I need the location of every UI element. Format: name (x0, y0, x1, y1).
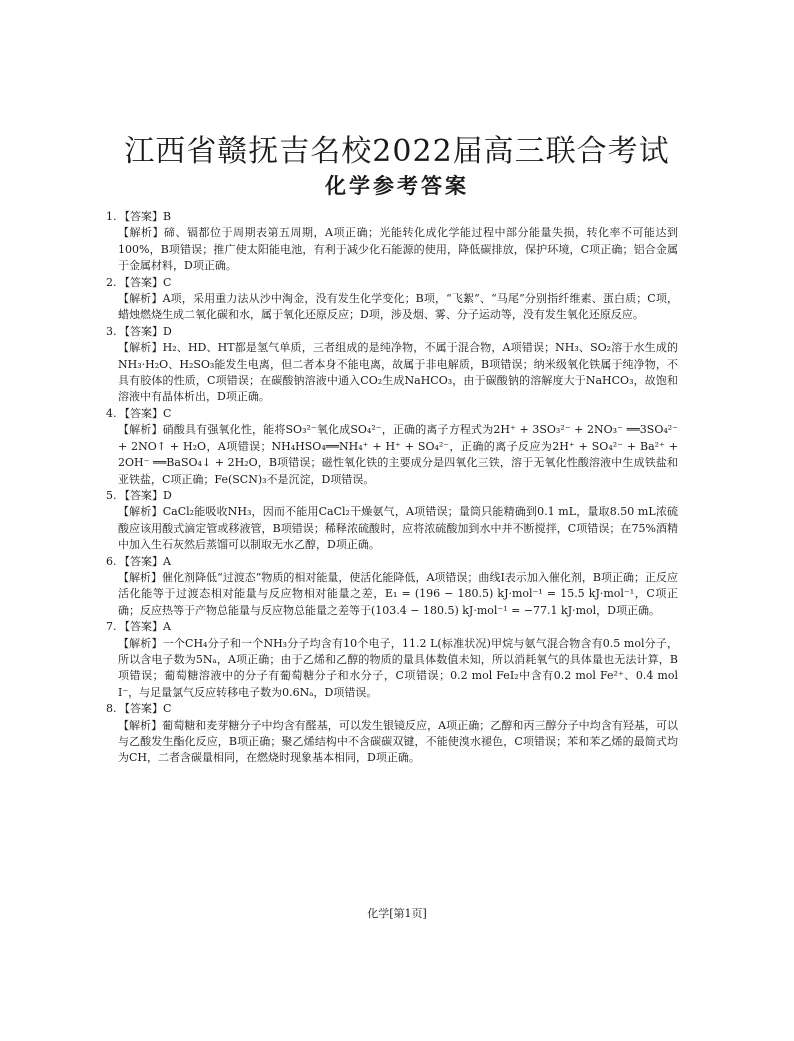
question-7 (106, 619, 678, 701)
explanation: 【解析】碲、镉都位于周期表第五周期，A项正确；光能转化成化学能过程中部分能量失损，转化率不可能达到100%，B项错误；推广使太阳能电池，有利于减少化石能源的使用，降低碳排放，保护环境，C项正确；铝合金属于金属材料，D项正确。 (118, 226, 678, 273)
question-3 (106, 324, 678, 406)
question-number: 2. (106, 275, 117, 289)
question-number: 1. (106, 210, 117, 223)
answer-list (106, 209, 678, 767)
document-title: 江西省赣抚吉名校2022届高三联合考试 (124, 134, 670, 169)
answer-label: 【答案】D (119, 324, 172, 338)
question-number: 5. (106, 488, 117, 502)
question-2 (106, 275, 678, 324)
answer-label: 【答案】C (119, 702, 172, 716)
page-footer: 化学[第1页] (367, 907, 427, 920)
question-1 (106, 209, 678, 275)
answer-label: 【答案】C (119, 406, 172, 420)
answer-label: 【答案】C (119, 275, 172, 289)
answer-label: 【答案】A (119, 554, 171, 568)
question-6 (106, 554, 678, 620)
question-5 (106, 488, 678, 554)
answer-label: 【答案】D (119, 488, 172, 502)
explanation: 【解析】CaCl₂能吸收NH₃，因而不能用CaCl₂干燥氨气，A项错误；量筒只能精确到0.1 mL，量取8.50 mL浓硫酸应该用酸式滴定管或移液管，B项错误；稀释浓硫酸时，应将浓硫酸加到水中并不断搅拌，C项错误；在75%酒精中加入生石灰然后蒸馏可以制取无水乙醇，D项正确。 (118, 505, 678, 552)
question-number: 3. (106, 324, 117, 338)
question-8 (106, 701, 678, 767)
explanation: 【解析】A项，采用重力法从沙中淘金，没有发生化学变化；B项，“飞絮”、“马尾”分别指纤维素、蛋白质；C项，蜡烛燃烧生成二氧化碳和水，属于氧化还原反应；D项，涉及烟、雾、分子运动等，没有发生氧化还原反应。 (118, 292, 678, 322)
explanation: 【解析】催化剂降低“过渡态”物质的相对能量，使活化能降低，A项错误；曲线Ⅰ表示加入催化剂，B项正确；正反应活化能等于过渡态相对能量与反应物相对能量之差，E₁ = (196 − 180.5) kJ·mol⁻¹ = 15.5 kJ·mol⁻¹，C项正确；反应热等于产物总能量与反应物总能量之差等于(103.4 − 180.5) kJ·mol⁻¹ = −77.1 kJ·mol，D项正确。 (118, 570, 678, 617)
question-number: 6. (106, 554, 117, 568)
answer-label: 【答案】B (119, 210, 172, 223)
explanation: 【解析】一个CH₄分子和一个NH₃分子均含有10个电子，11.2 L(标准状况)甲烷与氨气混合物含有0.5 mol分子，所以含电子数为5Nₐ，A项正确；由于乙烯和乙醇的物质的量具体数值未知，所以消耗氧气的具体量也无法计算，B项错误；葡萄糖溶液中的分子有葡萄糖分子和水分子，C项错误；0.2 mol FeI₂中含有0.2 mol Fe²⁺、0.4 mol I⁻，与足量氯气反应转移电子数为0.6Nₐ，D项错误。 (118, 636, 678, 699)
explanation: 【解析】葡萄糖和麦芽糖分子中均含有醛基，可以发生银镜反应，A项正确；乙醇和丙三醇分子中均含有羟基，可以与乙酸发生酯化反应，B项正确；聚乙烯结构中不含碳碳双键，不能使溴水褪色，C项错误；苯和苯乙烯的最简式均为CH，二者含碳量相同，在燃烧时现象基本相同，D项正确。 (118, 718, 678, 765)
question-number: 8. (106, 702, 117, 716)
question-4 (106, 406, 678, 488)
document-subtitle: 化学参考答案 (325, 174, 469, 198)
explanation: 【解析】硝酸具有强氧化性，能将SO₃²⁻氧化成SO₄²⁻，正确的离子方程式为2H⁺ + 3SO₃²⁻ + 2NO₃⁻ ══3SO₄²⁻ + 2NO↑ + H₂O，A项错误；NH₄HSO₄══NH₄⁺ + H⁺ + SO₄²⁻，正确的离子反应为2H⁺ + SO₄²⁻ + Ba²⁺ + 2OH⁻ ══BaSO₄↓ + 2H₂O，B项错误；磁性氧化铁的主要成分是四氧化三铁，溶于无氧化性酸溶液中生成铁盐和亚铁盐，C项正确；Fe(SCN)₃不是沉淀，D项错误。 (118, 423, 678, 486)
answer-label: 【答案】A (119, 620, 171, 634)
question-number: 7. (106, 620, 117, 634)
explanation: 【解析】H₂、HD、HT都是氢气单质，三者组成的是纯净物，不属于混合物，A项错误；NH₃、SO₂溶于水生成的NH₃·H₂O、H₂SO₃能发生电离，但二者本身不能电离，故属于非电解质，B项错误；纳米级氧化铁属于纯净物，不具有胶体的性质，C项错误；在碳酸钠溶液中通入CO₂生成NaHCO₃，由于碳酸钠的溶解度大于NaHCO₃，故饱和溶液中有晶体析出，D项正确。 (118, 341, 678, 404)
question-number: 4. (106, 406, 117, 420)
